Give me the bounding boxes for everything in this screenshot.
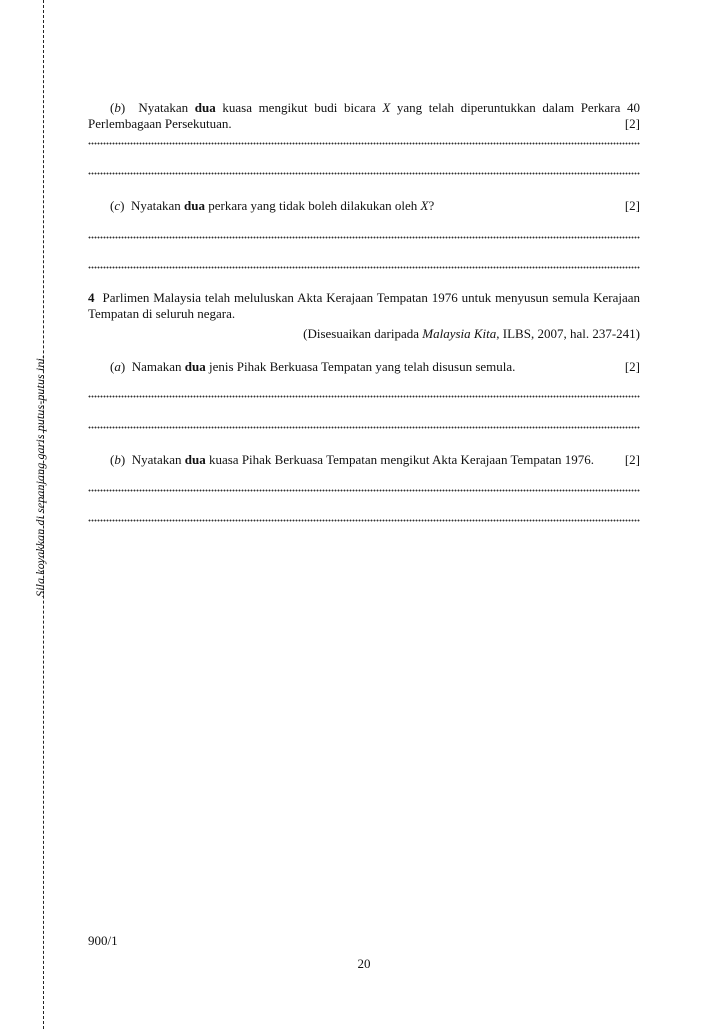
question-3b-marks-row bbox=[88, 116, 640, 132]
answer-line[interactable] bbox=[88, 140, 640, 148]
answer-line[interactable] bbox=[88, 517, 640, 525]
question-4a: (a) Namakan dua jenis Pihak Berkuasa Tempatan yang telah disusun semula. [2] bbox=[110, 359, 640, 374]
answer-line[interactable] bbox=[88, 234, 640, 242]
marks-4b: [2] bbox=[624, 452, 640, 467]
answer-line[interactable] bbox=[88, 487, 640, 495]
marks-4a: [2] bbox=[624, 359, 640, 374]
question-3c: (c) Nyatakan dua perkara yang tidak boleh dilakukan oleh X? [2] bbox=[110, 198, 640, 213]
question-4b: (b) Nyatakan dua kuasa Pihak Berkuasa Tempatan mengikut Akta Kerajaan Tempatan 1976. [2] bbox=[110, 452, 640, 467]
answer-line[interactable] bbox=[88, 393, 640, 401]
paper-code: 900/1 bbox=[88, 933, 118, 948]
marks-3b: [2] bbox=[624, 116, 640, 131]
page-number: 20 bbox=[357, 956, 371, 971]
question-4-stem: 4 Parlimen Malaysia telah meluluskan Akta Kerajaan Tempatan 1976 untuk menyusun semula Kerajaan Tempatan di seluruh negara. bbox=[88, 290, 640, 321]
marks-3c: [2] bbox=[624, 198, 640, 213]
answer-line[interactable] bbox=[88, 264, 640, 272]
question-3b: (b) Nyatakan dua kuasa mengikut budi bicara X yang telah diperuntukkan dalam Perkara 40 Perlembagaan Persekutuan. bbox=[88, 100, 640, 131]
answer-line[interactable] bbox=[88, 424, 640, 432]
question-4-source: (Disesuaikan daripada Malaysia Kita, ILBS, 2007, hal. 237-241) bbox=[303, 326, 640, 341]
answer-line[interactable] bbox=[88, 170, 640, 178]
